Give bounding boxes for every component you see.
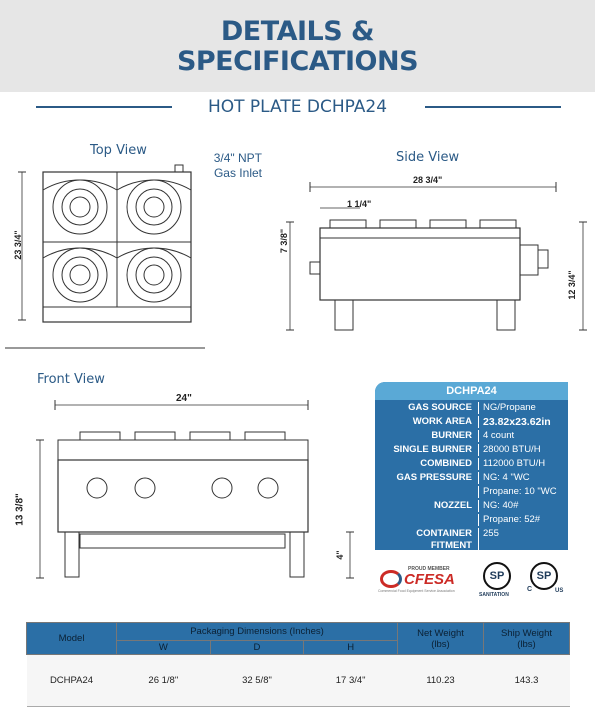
top-view-depth-dim: 23 3/4" — [13, 230, 23, 260]
front-width-dim: 24" — [176, 393, 192, 404]
spec-row — [375, 456, 568, 470]
spec-value: NG/Propane — [478, 402, 568, 414]
spec-rows — [375, 400, 568, 550]
spec-row — [375, 470, 568, 484]
cfesa-proud-member: PROUD MEMBER — [408, 566, 450, 572]
spec-key: GAS SOURCE — [408, 402, 472, 413]
spec-row — [375, 498, 568, 512]
spec-key: NOZZEL — [434, 500, 472, 511]
certification-logos — [375, 560, 570, 600]
spec-key: COMBINED — [420, 458, 472, 469]
cfesa-ring-icon — [380, 570, 402, 588]
spec-value: 4 count — [478, 430, 568, 442]
cell-h: 17 3/4" — [304, 655, 398, 707]
header-title-line2: SPECIFICATIONS — [176, 46, 419, 77]
top-view-label: Top View — [90, 143, 147, 158]
side-view-drawing — [286, 182, 587, 330]
spec-panel — [375, 382, 568, 550]
spec-value: NG: 4 "WC — [478, 472, 568, 484]
spec-value: 255 — [478, 528, 568, 550]
cfesa-name: CFESA — [404, 571, 455, 588]
col-h: H — [304, 641, 398, 655]
csa-sanitation-icon: SP — [483, 562, 511, 590]
cell-d: 32 5/8" — [210, 655, 304, 707]
spec-row — [375, 428, 568, 442]
top-view-drawing — [5, 165, 205, 348]
col-model: Model — [27, 623, 117, 655]
cfesa-logo — [378, 564, 470, 594]
cfesa-tagline: Commercial Food Equipment Service Association — [378, 589, 455, 593]
csa-sanitation-label: SANITATION — [479, 592, 509, 598]
packaging-table — [26, 622, 570, 707]
col-ship-weight: Ship Weight (lbs) — [484, 623, 570, 655]
csa-us-icon: SP — [530, 562, 558, 590]
spec-row — [375, 484, 568, 498]
spec-value: 28000 BTU/H — [478, 444, 568, 456]
spec-row — [375, 400, 568, 414]
gas-inlet-note — [200, 151, 262, 181]
gas-inlet-line2: Gas Inlet — [213, 166, 262, 180]
table-row — [27, 655, 570, 707]
side-upper-height-dim: 7 3/8" — [279, 228, 289, 254]
spec-key: SINGLE BURNER — [393, 444, 472, 455]
front-height-dim: 13 3/8" — [14, 493, 26, 526]
spec-value: 112000 BTU/H — [478, 458, 568, 470]
spec-key: WORK AREA — [412, 416, 472, 427]
cell-net: 110.23 — [398, 655, 484, 707]
spec-value: NG: 40# — [478, 500, 568, 512]
spec-row — [375, 414, 568, 428]
csa-c-label: C — [527, 586, 533, 593]
front-view-label: Front View — [37, 372, 105, 387]
side-length-dim: 28 3/4" — [413, 175, 443, 185]
spec-row — [375, 442, 568, 456]
spec-value: Propane: 10 "WC — [478, 486, 568, 498]
spec-key: GAS PRESSURE — [396, 472, 472, 483]
spec-value: 23.82x23.62in — [478, 416, 568, 428]
side-view-label: Side View — [396, 150, 460, 165]
col-d: D — [210, 641, 304, 655]
front-leg-dim: 4" — [335, 550, 345, 560]
cell-model: DCHPA24 — [27, 655, 117, 707]
col-w: W — [117, 641, 211, 655]
spec-row — [375, 512, 568, 526]
spec-key — [375, 514, 478, 526]
col-net-weight: Net Weight (lbs) — [398, 623, 484, 655]
spec-key: BURNER — [431, 430, 472, 441]
spec-row — [375, 526, 568, 550]
gas-inlet-line1: 3/4" NPT — [213, 151, 262, 165]
side-offset-dim: 1 1/4" — [347, 199, 372, 209]
spec-key: CONTAINER FITMENT — [416, 528, 472, 550]
col-packaging: Packaging Dimensions (Inches) — [117, 623, 398, 641]
front-view-drawing — [36, 400, 354, 578]
side-total-height-dim: 12 3/4" — [567, 270, 577, 300]
spec-title: DCHPA24 — [375, 382, 568, 400]
spec-value: Propane: 52# — [478, 514, 568, 526]
header-title-line1: DETAILS & — [220, 16, 375, 47]
cell-w: 26 1/8" — [117, 655, 211, 707]
csa-us-label: US — [555, 588, 564, 594]
cell-ship: 143.3 — [484, 655, 570, 707]
spec-key — [375, 486, 478, 498]
product-subtitle: HOT PLATE DCHPA24 — [207, 97, 388, 117]
